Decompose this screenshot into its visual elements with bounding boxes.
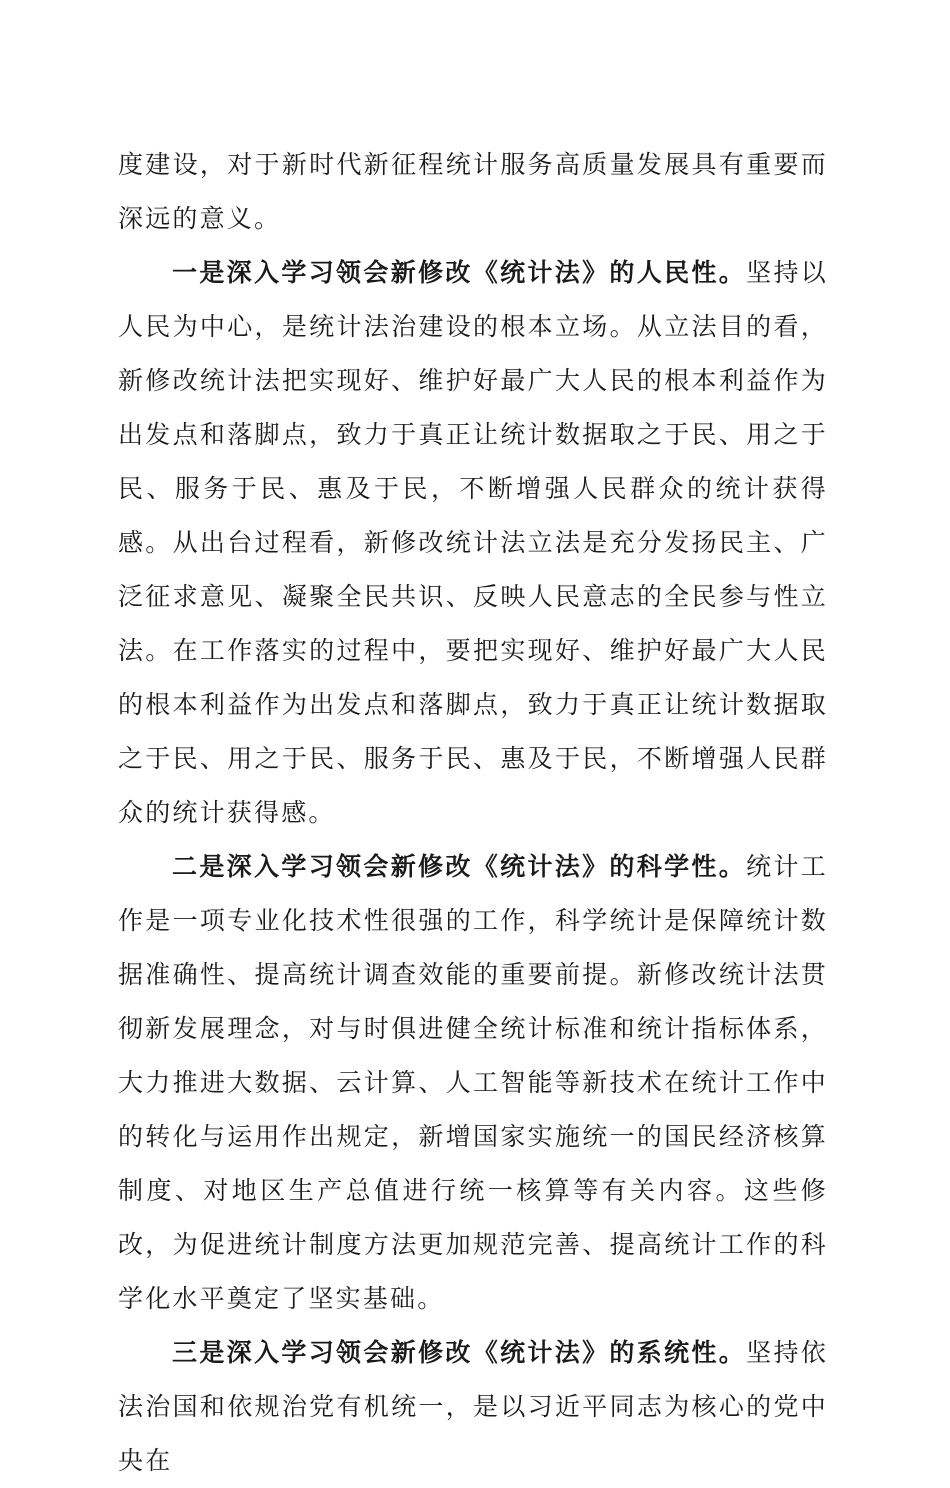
paragraph-body: 统计工作是一项专业化技术性很强的工作，科学统计是保障统计数据准确性、提高统计调查效能的重要前提。新修改统计法贯彻新发展理念，对与时俱进健全统计标准和统计指标体系，大力推进大数据、云计算、人工智能等新技术在统计工作中的转化与运用作出规定，新增国家实施统一的国民经济核算制度、对地区生产总值进行统一核算等有关内容。这些修改，为促进统计制度方法更加规范完善、提高统计工作的科学化水平奠定了坚实基础。 xyxy=(118,852,829,1313)
paragraph-lead: 一是深入学习领会新修改《统计法》的人民性。 xyxy=(172,258,747,287)
paragraph-people-oriented xyxy=(118,246,828,840)
paragraph-body: 坚持依法治国和依规治党有机统一，是以习近平同志为核心的党中央在 xyxy=(118,1338,829,1475)
paragraph-body: 坚持以人民为中心，是统计法治建设的根本立场。从立法目的看，新修改统计法把实现好、维护好最广大人民的根本利益作为出发点和落脚点，致力于真正让统计数据取之于民、用之于民、服务于民、惠及于民，不断增强人民群众的统计获得感。从出台过程看，新修改统计法立法是充分发扬民主、广泛征求意见、凝聚全民共识、反映人民意志的全民参与性立法。在工作落实的过程中，要把实现好、维护好最广大人民的根本利益作为出发点和落脚点，致力于真正让统计数据取之于民、用之于民、服务于民、惠及于民，不断增强人民群众的统计获得感。 xyxy=(118,258,829,827)
paragraph-lead: 三是深入学习领会新修改《统计法》的系统性。 xyxy=(172,1338,747,1367)
paragraph-continuation xyxy=(118,138,828,246)
paragraph-lead: 二是深入学习领会新修改《统计法》的科学性。 xyxy=(172,852,747,881)
document-body xyxy=(118,138,828,1488)
paragraph-systematic xyxy=(118,1326,828,1488)
paragraph-body: 度建设，对于新时代新征程统计服务高质量发展具有重要而深远的意义。 xyxy=(118,150,828,233)
paragraph-scientific xyxy=(118,840,828,1326)
